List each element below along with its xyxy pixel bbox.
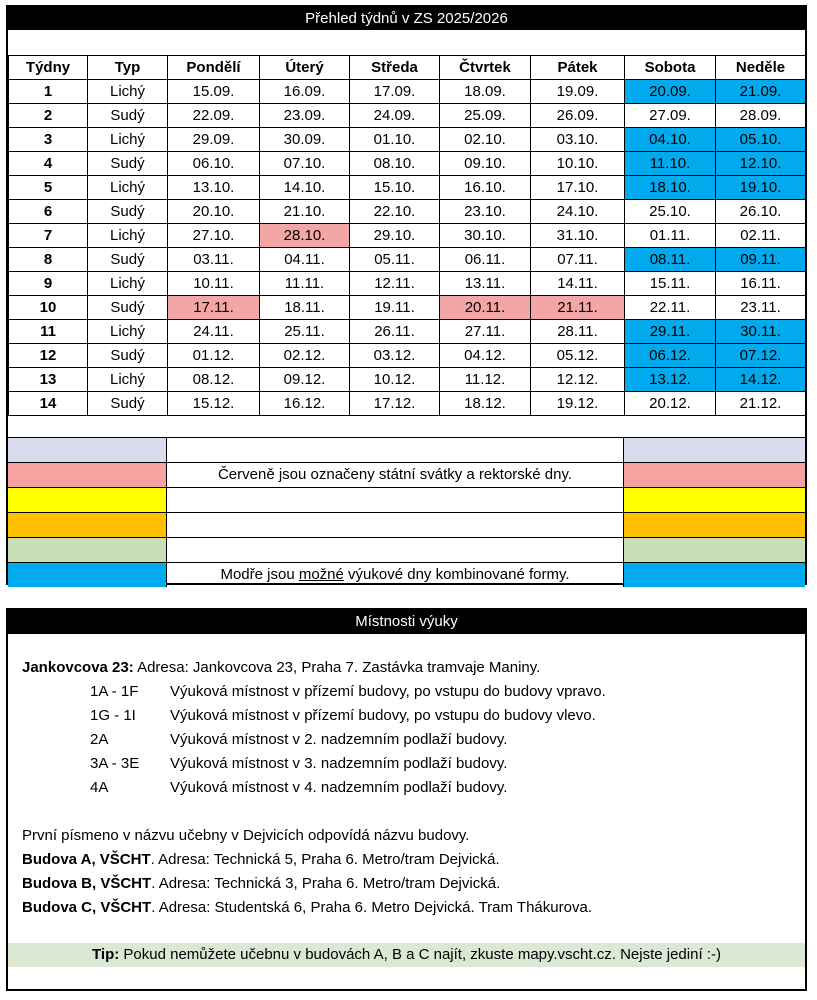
legend-text	[167, 438, 624, 462]
legend-swatch-yellow	[624, 488, 805, 512]
date-cell: 29.09.	[168, 128, 260, 152]
week-type: Lichý	[88, 320, 168, 344]
date-cell: 14.11.	[531, 272, 625, 296]
legend-swatch-orange	[8, 513, 167, 537]
date-cell: 26.10.	[716, 200, 806, 224]
week-type: Lichý	[88, 368, 168, 392]
date-cell: 13.11.	[440, 272, 531, 296]
date-cell: 01.12.	[168, 344, 260, 368]
jankovcova-text: Adresa: Jankovcova 23, Praha 7. Zastávka tramvaje Maniny.	[133, 659, 541, 676]
date-cell: 21.11.	[531, 296, 625, 320]
date-cell: 30.09.	[260, 128, 350, 152]
week-rows	[9, 80, 806, 416]
jankovcova-label: Jankovcova 23:	[22, 659, 134, 676]
spacer	[8, 416, 805, 438]
date-cell: 19.09.	[531, 80, 625, 104]
building-c-text: . Adresa: Studentská 6, Praha 6. Metro Dejvická. Tram Thákurova.	[151, 899, 592, 916]
legend-row	[8, 513, 805, 538]
date-cell: 05.11.	[350, 248, 440, 272]
spacer	[8, 30, 805, 55]
room-description: Výuková místnost v 4. nadzemním podlaží budovy.	[170, 779, 508, 796]
header-row	[9, 56, 806, 80]
date-cell: 20.11.	[440, 296, 531, 320]
room-code: 1A - 1F	[90, 683, 139, 700]
date-cell: 18.12.	[440, 392, 531, 416]
tip-label: Tip:	[92, 946, 120, 963]
room-item	[22, 776, 805, 800]
date-cell: 08.12.	[168, 368, 260, 392]
header-cell: Úterý	[260, 56, 350, 80]
date-cell: 13.12.	[625, 368, 716, 392]
building-c-line	[22, 896, 805, 920]
date-cell: 01.11.	[625, 224, 716, 248]
week-type: Sudý	[88, 152, 168, 176]
legend-row	[8, 488, 805, 513]
legend-blue-underlined: možné	[298, 566, 344, 583]
date-cell: 22.10.	[350, 200, 440, 224]
date-cell: 31.10.	[531, 224, 625, 248]
header-cell: Pátek	[531, 56, 625, 80]
date-cell: 21.12.	[716, 392, 806, 416]
date-cell: 28.10.	[260, 224, 350, 248]
room-list	[22, 680, 805, 800]
legend-swatch-blue	[624, 563, 805, 587]
header-cell: Neděle	[716, 56, 806, 80]
building-b-line	[22, 872, 805, 896]
week-row	[9, 80, 806, 104]
date-cell: 03.10.	[531, 128, 625, 152]
room-item	[22, 728, 805, 752]
room-description: Výuková místnost v 2. nadzemním podlaží budovy.	[170, 731, 508, 748]
room-description: Výuková místnost v 3. nadzemním podlaží budovy.	[170, 755, 508, 772]
week-table	[8, 55, 806, 416]
week-number: 10	[9, 296, 88, 320]
week-number: 7	[9, 224, 88, 248]
date-cell: 17.09.	[350, 80, 440, 104]
date-cell: 06.12.	[625, 344, 716, 368]
legend-text-holidays: Červeně jsou označeny státní svátky a rektorské dny.	[167, 463, 624, 487]
legend-swatch-blue	[8, 563, 167, 587]
room-code: 4A	[90, 779, 109, 796]
week-type: Lichý	[88, 272, 168, 296]
tip-text: Pokud nemůžete učebnu v budovách A, B a C najít, zkuste mapy.vscht.cz. Nejste jediní :-)	[119, 946, 721, 963]
date-cell: 02.11.	[716, 224, 806, 248]
week-number: 2	[9, 104, 88, 128]
legend-swatch-red	[624, 463, 805, 487]
date-cell: 16.11.	[716, 272, 806, 296]
week-type: Lichý	[88, 80, 168, 104]
date-cell: 19.11.	[350, 296, 440, 320]
date-cell: 16.10.	[440, 176, 531, 200]
date-cell: 10.12.	[350, 368, 440, 392]
date-cell: 06.11.	[440, 248, 531, 272]
week-number: 4	[9, 152, 88, 176]
legend-swatch-lavender	[624, 438, 805, 462]
date-cell: 15.09.	[168, 80, 260, 104]
header-cell: Středa	[350, 56, 440, 80]
legend-row	[8, 538, 805, 563]
date-cell: 13.10.	[168, 176, 260, 200]
legend-swatch-lavender	[8, 438, 167, 462]
date-cell: 25.10.	[625, 200, 716, 224]
legend-blue-prefix: Modře jsou	[220, 566, 299, 583]
week-number: 11	[9, 320, 88, 344]
legend-row	[8, 563, 805, 587]
spacer	[22, 634, 805, 656]
date-cell: 11.10.	[625, 152, 716, 176]
date-cell: 30.10.	[440, 224, 531, 248]
room-item	[22, 680, 805, 704]
date-cell: 11.12.	[440, 368, 531, 392]
date-cell: 26.09.	[531, 104, 625, 128]
date-cell: 17.12.	[350, 392, 440, 416]
date-cell: 04.12.	[440, 344, 531, 368]
date-cell: 07.12.	[716, 344, 806, 368]
room-item	[22, 752, 805, 776]
week-row	[9, 248, 806, 272]
week-number: 12	[9, 344, 88, 368]
jankovcova-line	[22, 656, 805, 680]
date-cell: 22.09.	[168, 104, 260, 128]
date-cell: 15.12.	[168, 392, 260, 416]
legend-blue-suffix: výukové dny kombinované formy.	[343, 566, 570, 583]
date-cell: 02.10.	[440, 128, 531, 152]
week-row	[9, 200, 806, 224]
legend-text	[167, 513, 624, 537]
room-description: Výuková místnost v přízemí budovy, po vstupu do budovy vlevo.	[170, 707, 596, 724]
date-cell: 28.09.	[716, 104, 806, 128]
legend-swatch-green	[624, 538, 805, 562]
week-row	[9, 152, 806, 176]
week-type: Lichý	[88, 224, 168, 248]
date-cell: 09.10.	[440, 152, 531, 176]
date-cell: 27.10.	[168, 224, 260, 248]
week-number: 6	[9, 200, 88, 224]
week-row	[9, 224, 806, 248]
date-cell: 20.12.	[625, 392, 716, 416]
date-cell: 21.09.	[716, 80, 806, 104]
week-type: Sudý	[88, 248, 168, 272]
legend-text	[167, 538, 624, 562]
date-cell: 06.10.	[168, 152, 260, 176]
date-cell: 10.10.	[531, 152, 625, 176]
date-cell: 19.12.	[531, 392, 625, 416]
date-cell: 07.10.	[260, 152, 350, 176]
building-c-label: Budova C, VŠCHT	[22, 899, 152, 916]
date-cell: 30.11.	[716, 320, 806, 344]
week-row	[9, 320, 806, 344]
legend-swatch-green	[8, 538, 167, 562]
week-type: Lichý	[88, 128, 168, 152]
date-cell: 12.11.	[350, 272, 440, 296]
date-cell: 23.11.	[716, 296, 806, 320]
legend-swatch-red	[8, 463, 167, 487]
date-cell: 12.10.	[716, 152, 806, 176]
week-row	[9, 344, 806, 368]
rooms-panel	[6, 608, 807, 991]
date-cell: 29.10.	[350, 224, 440, 248]
legend-swatch-orange	[624, 513, 805, 537]
room-code: 2A	[90, 731, 109, 748]
date-cell: 04.11.	[260, 248, 350, 272]
date-cell: 29.11.	[625, 320, 716, 344]
date-cell: 20.09.	[625, 80, 716, 104]
date-cell: 25.09.	[440, 104, 531, 128]
building-a-label: Budova A, VŠCHT	[22, 851, 151, 868]
date-cell: 14.10.	[260, 176, 350, 200]
room-code: 3A - 3E	[90, 755, 140, 772]
week-row	[9, 272, 806, 296]
week-type: Sudý	[88, 104, 168, 128]
date-cell: 03.11.	[168, 248, 260, 272]
week-row	[9, 176, 806, 200]
legend-row	[8, 463, 805, 488]
date-cell: 23.10.	[440, 200, 531, 224]
week-type: Sudý	[88, 392, 168, 416]
date-cell: 27.11.	[440, 320, 531, 344]
week-number: 8	[9, 248, 88, 272]
rooms-title: Místnosti výuky	[8, 610, 805, 634]
date-cell: 15.11.	[625, 272, 716, 296]
building-b-label: Budova B, VŠCHT	[22, 875, 152, 892]
date-cell: 04.10.	[625, 128, 716, 152]
date-cell: 25.11.	[260, 320, 350, 344]
header-cell: Sobota	[625, 56, 716, 80]
color-legend	[8, 438, 805, 587]
building-b-text: . Adresa: Technická 3, Praha 6. Metro/tram Dejvická.	[151, 875, 501, 892]
date-cell: 05.10.	[716, 128, 806, 152]
date-cell: 22.11.	[625, 296, 716, 320]
legend-row	[8, 438, 805, 463]
date-cell: 17.11.	[168, 296, 260, 320]
week-row	[9, 392, 806, 416]
date-cell: 03.12.	[350, 344, 440, 368]
date-cell: 14.12.	[716, 368, 806, 392]
date-cell: 02.12.	[260, 344, 350, 368]
week-number: 5	[9, 176, 88, 200]
date-cell: 01.10.	[350, 128, 440, 152]
date-cell: 10.11.	[168, 272, 260, 296]
room-description: Výuková místnost v přízemí budovy, po vstupu do budovy vpravo.	[170, 683, 606, 700]
date-cell: 18.10.	[625, 176, 716, 200]
date-cell: 19.10.	[716, 176, 806, 200]
date-cell: 20.10.	[168, 200, 260, 224]
week-type: Sudý	[88, 344, 168, 368]
first-letter-note: První písmeno v názvu učebny v Dejvicích odpovídá názvu budovy.	[22, 827, 470, 844]
date-cell: 09.11.	[716, 248, 806, 272]
week-number: 13	[9, 368, 88, 392]
date-cell: 05.12.	[531, 344, 625, 368]
header-cell: Typ	[88, 56, 168, 80]
legend-swatch-yellow	[8, 488, 167, 512]
week-overview-panel	[6, 5, 807, 585]
week-type: Sudý	[88, 296, 168, 320]
week-type: Sudý	[88, 200, 168, 224]
date-cell: 09.12.	[260, 368, 350, 392]
date-cell: 16.12.	[260, 392, 350, 416]
date-cell: 23.09.	[260, 104, 350, 128]
legend-text-combined	[167, 563, 624, 587]
header-cell: Týdny	[9, 56, 88, 80]
header-cell: Pondělí	[168, 56, 260, 80]
date-cell: 28.11.	[531, 320, 625, 344]
date-cell: 12.12.	[531, 368, 625, 392]
date-cell: 27.09.	[625, 104, 716, 128]
week-row	[9, 368, 806, 392]
room-item	[22, 704, 805, 728]
header-cell: Čtvrtek	[440, 56, 531, 80]
week-number: 1	[9, 80, 88, 104]
date-cell: 26.11.	[350, 320, 440, 344]
spacer	[22, 800, 805, 824]
room-code: 1G - 1I	[90, 707, 136, 724]
legend-text	[167, 488, 624, 512]
building-a-line	[22, 848, 805, 872]
date-cell: 18.11.	[260, 296, 350, 320]
date-cell: 21.10.	[260, 200, 350, 224]
building-a-text: . Adresa: Technická 5, Praha 6. Metro/tram Dejvická.	[150, 851, 500, 868]
date-cell: 08.11.	[625, 248, 716, 272]
week-row	[9, 104, 806, 128]
date-cell: 11.11.	[260, 272, 350, 296]
tip-banner	[8, 943, 805, 967]
calendar-title: Přehled týdnů v ZS 2025/2026	[8, 7, 805, 30]
week-number: 14	[9, 392, 88, 416]
date-cell: 17.10.	[531, 176, 625, 200]
date-cell: 07.11.	[531, 248, 625, 272]
week-type: Lichý	[88, 176, 168, 200]
date-cell: 24.11.	[168, 320, 260, 344]
week-number: 3	[9, 128, 88, 152]
week-row	[9, 296, 806, 320]
date-cell: 16.09.	[260, 80, 350, 104]
date-cell: 24.09.	[350, 104, 440, 128]
week-number: 9	[9, 272, 88, 296]
date-cell: 08.10.	[350, 152, 440, 176]
date-cell: 18.09.	[440, 80, 531, 104]
date-cell: 24.10.	[531, 200, 625, 224]
week-row	[9, 128, 806, 152]
date-cell: 15.10.	[350, 176, 440, 200]
rooms-body	[8, 634, 805, 920]
